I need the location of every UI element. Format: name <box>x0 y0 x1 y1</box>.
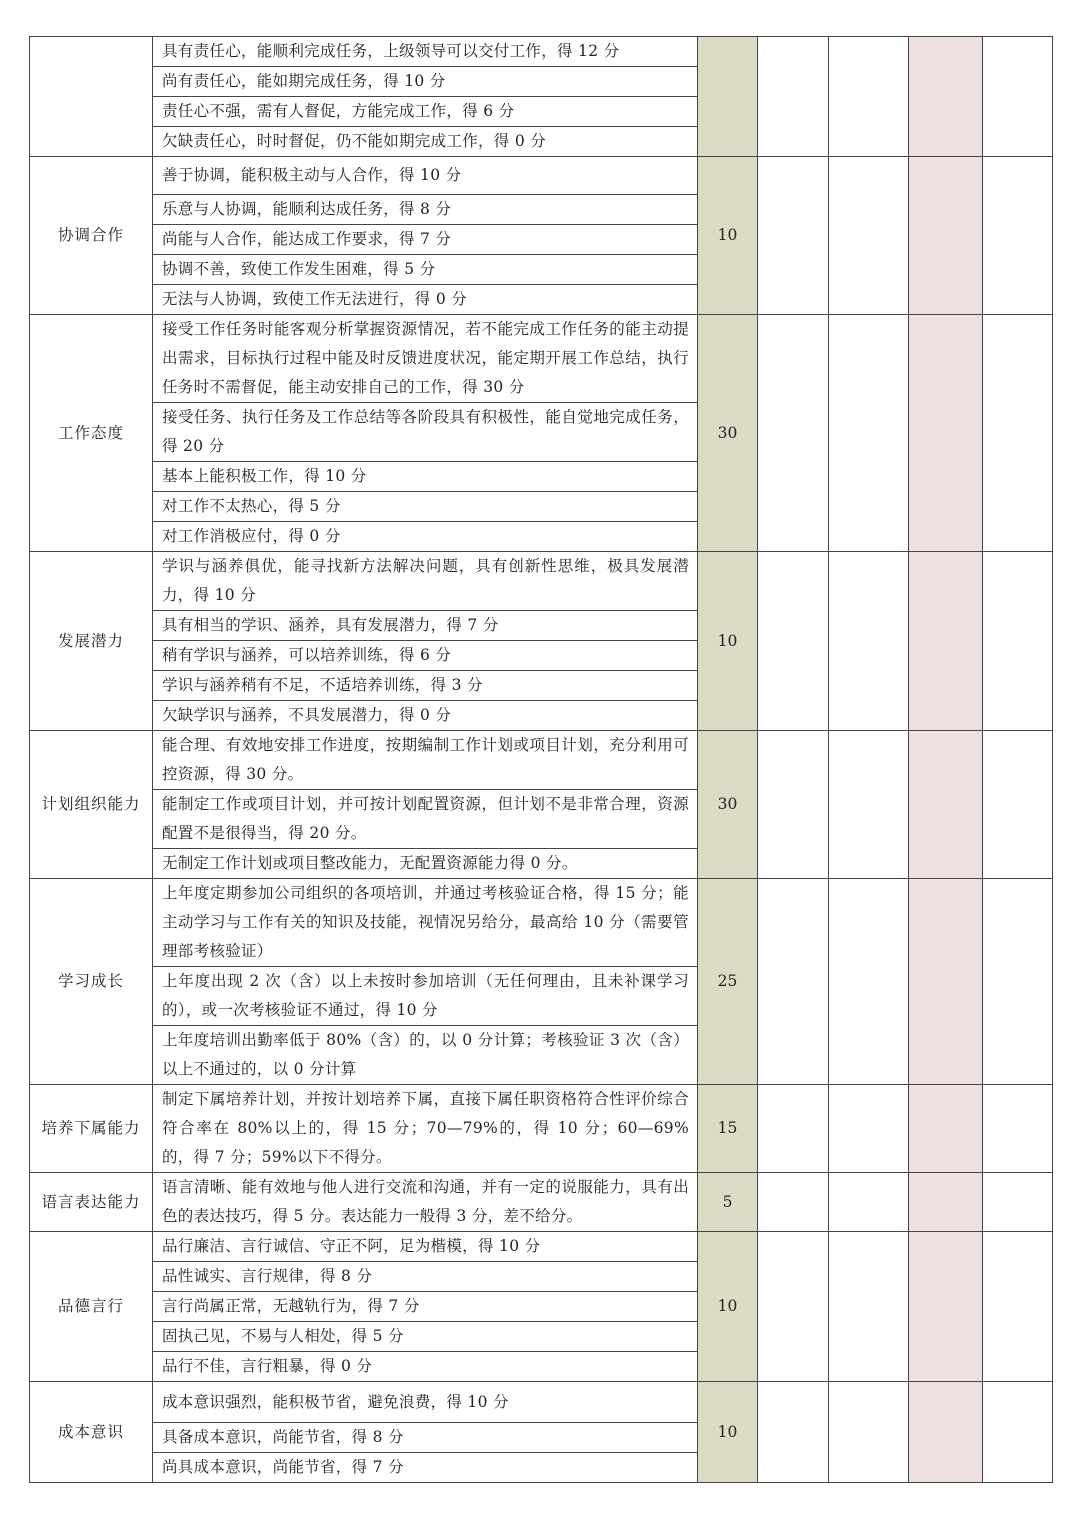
shaded-score-cell[interactable] <box>909 37 983 157</box>
criterion-text: 协调不善，致使工作发生困难，得 5 分 <box>153 255 698 285</box>
criterion-row <box>30 1232 1053 1262</box>
criterion-row <box>30 552 1053 611</box>
criterion-text: 成本意识强烈，能积极节省，避免浪费，得 10 分 <box>153 1382 698 1423</box>
criterion-text: 上年度定期参加公司组织的各项培训，并通过考核验证合格，得 15 分；能主动学习与工作有关的知识及技能，视情况另给分，最高给 10 分（需要管理部考核验证） <box>153 879 698 967</box>
criterion-text: 能制定工作或项目计划，并可按计划配置资源，但计划不是非常合理，资源配置不是很得当，得 20 分。 <box>153 790 698 849</box>
criterion-text: 制定下属培养计划，并按计划培养下属，直接下属任职资格符合性评价综合符合率在 80%以上的，得 15 分；70—79%的，得 10 分；60—69%的，得 7 分；59%以下不得分。 <box>153 1085 698 1173</box>
empty-score-cell[interactable] <box>829 1085 909 1173</box>
empty-score-cell[interactable] <box>983 552 1053 731</box>
shaded-score-cell[interactable] <box>909 1173 983 1232</box>
criterion-text: 尚有责任心，能如期完成任务，得 10 分 <box>153 67 698 97</box>
empty-score-cell[interactable] <box>983 1382 1053 1483</box>
criterion-text: 能合理、有效地安排工作进度，按期编制工作计划或项目计划，充分利用可控资源，得 30 分。 <box>153 731 698 790</box>
shaded-score-cell[interactable] <box>909 1085 983 1173</box>
empty-score-cell[interactable] <box>758 315 829 552</box>
empty-score-cell[interactable] <box>983 157 1053 315</box>
empty-score-cell[interactable] <box>829 731 909 879</box>
criterion-text: 接受工作任务时能客观分析掌握资源情况，若不能完成工作任务的能主动提出需求，目标执行过程中能及时反馈进度状况，能定期开展工作总结，执行任务时不需督促，能主动安排自己的工作，得 30 分 <box>153 315 698 403</box>
empty-score-cell[interactable] <box>829 1382 909 1483</box>
max-score: 30 <box>698 731 758 879</box>
criterion-text: 固执己见，不易与人相处，得 5 分 <box>153 1322 698 1352</box>
criterion-row <box>30 1382 1053 1423</box>
empty-score-cell[interactable] <box>983 1085 1053 1173</box>
criterion-text: 尚能与人合作，能达成工作要求，得 7 分 <box>153 225 698 255</box>
empty-score-cell[interactable] <box>829 1173 909 1232</box>
max-score: 10 <box>698 1382 758 1483</box>
empty-score-cell[interactable] <box>829 315 909 552</box>
shaded-score-cell[interactable] <box>909 552 983 731</box>
empty-score-cell[interactable] <box>983 1232 1053 1382</box>
empty-score-cell[interactable] <box>829 157 909 315</box>
empty-score-cell[interactable] <box>829 1232 909 1382</box>
empty-score-cell[interactable] <box>758 879 829 1085</box>
empty-score-cell[interactable] <box>829 879 909 1085</box>
item-name: 发展潜力 <box>30 552 153 731</box>
criterion-text: 品性诚实、言行规律，得 8 分 <box>153 1262 698 1292</box>
empty-score-cell[interactable] <box>758 1173 829 1232</box>
criterion-text: 品行廉洁、言行诚信、守正不阿，足为楷模，得 10 分 <box>153 1232 698 1262</box>
criterion-text: 上年度培训出勤率低于 80%（含）的，以 0 分计算；考核验证 3 次（含）以上不通过的，以 0 分计算 <box>153 1026 698 1085</box>
evaluation-table <box>29 36 1053 1483</box>
criterion-text: 无法与人协调，致使工作无法进行，得 0 分 <box>153 285 698 315</box>
criterion-row <box>30 1085 1053 1173</box>
criterion-text: 具备成本意识，尚能节省，得 8 分 <box>153 1423 698 1453</box>
max-score <box>698 37 758 157</box>
criterion-text: 基本上能积极工作，得 10 分 <box>153 462 698 492</box>
shaded-score-cell[interactable] <box>909 1232 983 1382</box>
criterion-text: 责任心不强，需有人督促，方能完成工作，得 6 分 <box>153 97 698 127</box>
empty-score-cell[interactable] <box>983 731 1053 879</box>
criterion-text: 善于协调，能积极主动与人合作，得 10 分 <box>153 157 698 195</box>
criterion-text: 品行不佳，言行粗暴，得 0 分 <box>153 1352 698 1382</box>
empty-score-cell[interactable] <box>758 1085 829 1173</box>
item-name: 品德言行 <box>30 1232 153 1382</box>
item-name: 培养下属能力 <box>30 1085 153 1173</box>
max-score: 15 <box>698 1085 758 1173</box>
empty-score-cell[interactable] <box>983 1173 1053 1232</box>
criterion-text: 对工作不太热心，得 5 分 <box>153 492 698 522</box>
max-score: 5 <box>698 1173 758 1232</box>
item-name <box>30 37 153 157</box>
item-name: 学习成长 <box>30 879 153 1085</box>
criterion-row <box>30 1173 1053 1232</box>
empty-score-cell[interactable] <box>829 552 909 731</box>
criterion-text: 具有相当的学识、涵养，具有发展潜力，得 7 分 <box>153 611 698 641</box>
criterion-row <box>30 157 1053 195</box>
shaded-score-cell[interactable] <box>909 157 983 315</box>
item-name: 成本意识 <box>30 1382 153 1483</box>
criterion-text: 尚具成本意识，尚能节省，得 7 分 <box>153 1453 698 1483</box>
criterion-text: 欠缺学识与涵养，不具发展潜力，得 0 分 <box>153 701 698 731</box>
criterion-text: 乐意与人协调，能顺利达成任务，得 8 分 <box>153 195 698 225</box>
max-score: 10 <box>698 157 758 315</box>
empty-score-cell[interactable] <box>829 37 909 157</box>
criterion-text: 接受任务、执行任务及工作总结等各阶段具有积极性，能自觉地完成任务，得 20 分 <box>153 403 698 462</box>
max-score: 25 <box>698 879 758 1085</box>
empty-score-cell[interactable] <box>758 37 829 157</box>
empty-score-cell[interactable] <box>758 731 829 879</box>
criterion-row <box>30 731 1053 790</box>
criterion-row <box>30 315 1053 403</box>
empty-score-cell[interactable] <box>758 157 829 315</box>
criterion-row <box>30 879 1053 967</box>
criterion-text: 学识与涵养俱优，能寻找新方法解决问题，具有创新性思维，极具发展潜力，得 10 分 <box>153 552 698 611</box>
item-name: 工作态度 <box>30 315 153 552</box>
empty-score-cell[interactable] <box>983 37 1053 157</box>
shaded-score-cell[interactable] <box>909 1382 983 1483</box>
max-score: 30 <box>698 315 758 552</box>
criterion-text: 语言清晰、能有效地与他人进行交流和沟通，并有一定的说服能力，具有出色的表达技巧，得 5 分。表达能力一般得 3 分，差不给分。 <box>153 1173 698 1232</box>
item-name: 语言表达能力 <box>30 1173 153 1232</box>
empty-score-cell[interactable] <box>758 1232 829 1382</box>
empty-score-cell[interactable] <box>983 879 1053 1085</box>
criterion-text: 上年度出现 2 次（含）以上未按时参加培训（无任何理由，且未补课学习的），或一次考核验证不通过，得 10 分 <box>153 967 698 1026</box>
empty-score-cell[interactable] <box>758 1382 829 1483</box>
max-score: 10 <box>698 552 758 731</box>
shaded-score-cell[interactable] <box>909 315 983 552</box>
max-score: 10 <box>698 1232 758 1382</box>
criterion-text: 学识与涵养稍有不足，不适培养训练，得 3 分 <box>153 671 698 701</box>
empty-score-cell[interactable] <box>758 552 829 731</box>
shaded-score-cell[interactable] <box>909 879 983 1085</box>
shaded-score-cell[interactable] <box>909 731 983 879</box>
item-name: 协调合作 <box>30 157 153 315</box>
criterion-text: 欠缺责任心，时时督促，仍不能如期完成工作，得 0 分 <box>153 127 698 157</box>
criterion-row <box>30 37 1053 67</box>
criterion-text: 具有责任心，能顺利完成任务，上级领导可以交付工作，得 12 分 <box>153 37 698 67</box>
criterion-text: 言行尚属正常，无越轨行为，得 7 分 <box>153 1292 698 1322</box>
empty-score-cell[interactable] <box>983 315 1053 552</box>
item-name: 计划组织能力 <box>30 731 153 879</box>
criterion-text: 无制定工作计划或项目整改能力，无配置资源能力得 0 分。 <box>153 849 698 879</box>
criterion-text: 对工作消极应付，得 0 分 <box>153 522 698 552</box>
criterion-text: 稍有学识与涵养，可以培养训练，得 6 分 <box>153 641 698 671</box>
